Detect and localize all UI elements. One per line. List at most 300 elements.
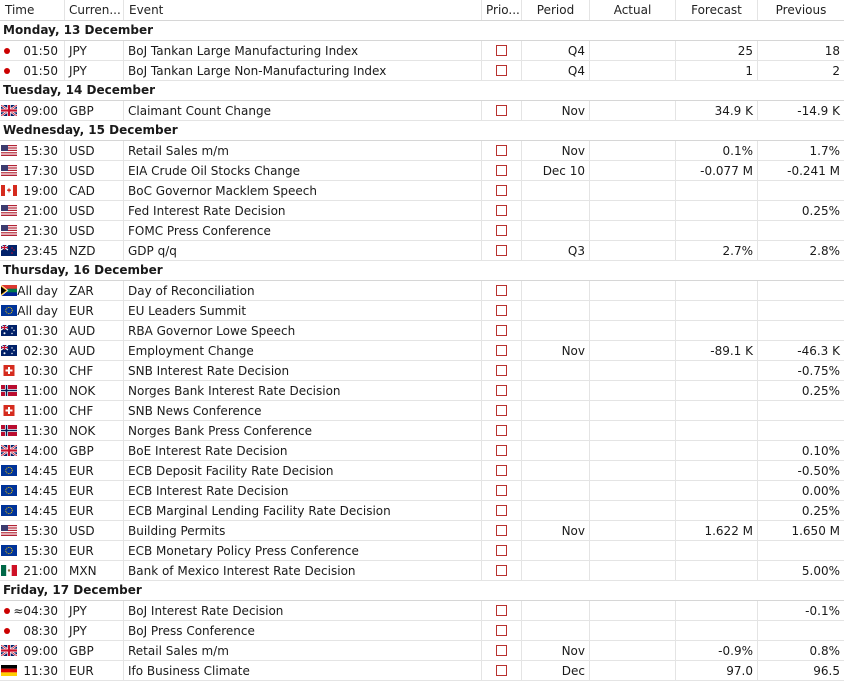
time-cell: [0, 561, 65, 581]
forecast-cell: [676, 221, 758, 241]
event-row[interactable]: [0, 281, 844, 301]
priority-cell: [482, 101, 522, 121]
priority-checkbox[interactable]: [496, 605, 507, 616]
priority-cell: [482, 181, 522, 201]
currency-cell: JPY: [65, 61, 124, 81]
event-time: All day: [17, 284, 58, 298]
actual-cell: [590, 401, 676, 421]
time-cell: [0, 161, 65, 181]
event-row[interactable]: [0, 461, 844, 481]
japan-flag-icon: [4, 608, 10, 614]
event-name: BoJ Tankan Large Non-Manufacturing Index: [124, 61, 482, 81]
currency-cell: NOK: [65, 381, 124, 401]
priority-cell: [482, 461, 522, 481]
previous-cell: -14.9 K: [797, 104, 840, 118]
forecast-cell: [676, 321, 758, 341]
priority-cell: [482, 221, 522, 241]
time-cell: [0, 641, 65, 661]
priority-cell: [482, 201, 522, 221]
actual-cell: [590, 641, 676, 661]
event-name: SNB News Conference: [124, 401, 482, 421]
currency-cell: AUD: [65, 341, 124, 361]
previous-cell: [758, 181, 844, 201]
japan-flag-icon: [4, 68, 10, 74]
period-cell: [522, 621, 590, 641]
currency-cell: JPY: [65, 621, 124, 641]
event-row[interactable]: [0, 181, 844, 201]
priority-checkbox[interactable]: [496, 505, 507, 516]
currency-cell: EUR: [65, 541, 124, 561]
currency-cell: CHF: [65, 361, 124, 381]
actual-cell: [590, 141, 676, 161]
event-name: Day of Reconciliation: [124, 281, 482, 301]
time-cell: [0, 621, 65, 641]
priority-checkbox[interactable]: [496, 385, 507, 396]
event-time: 14:00: [23, 444, 58, 458]
period-cell: [522, 281, 590, 301]
event-time: 09:00: [23, 104, 58, 118]
time-cell: [0, 221, 65, 241]
event-time: 14:45: [23, 484, 58, 498]
event-row[interactable]: [0, 141, 844, 161]
previous-cell: 2: [832, 64, 840, 78]
period-cell: [522, 441, 590, 461]
forecast-cell: 0.1%: [676, 141, 758, 161]
currency-cell: EUR: [65, 301, 124, 321]
day-group-header: [0, 21, 844, 41]
priority-checkbox[interactable]: [496, 165, 507, 176]
period-cell: [522, 361, 590, 381]
actual-cell: [590, 541, 676, 561]
event-row[interactable]: [0, 161, 844, 181]
event-name: BoJ Press Conference: [124, 621, 482, 641]
event-time: 08:30: [23, 624, 58, 638]
forecast-cell: [676, 541, 758, 561]
previous-cell: [758, 221, 844, 241]
event-row[interactable]: [0, 661, 844, 681]
priority-cell: [482, 481, 522, 501]
time-cell: [0, 281, 65, 301]
event-row[interactable]: [0, 361, 844, 381]
event-time: 14:45: [23, 464, 58, 478]
event-name: RBA Governor Lowe Speech: [124, 321, 482, 341]
priority-checkbox[interactable]: [496, 225, 507, 236]
time-cell: [0, 301, 65, 321]
time-cell: [0, 181, 65, 201]
priority-checkbox[interactable]: [496, 485, 507, 496]
column-header-currency[interactable]: Curren...: [65, 0, 124, 20]
japan-flag-icon: [4, 48, 10, 54]
column-header-time[interactable]: Time: [0, 0, 65, 20]
event-time: 11:30: [23, 664, 58, 678]
time-cell: [0, 401, 65, 421]
column-header-forecast[interactable]: Forecast: [676, 0, 758, 20]
forecast-cell: 97.0: [676, 661, 758, 681]
priority-cell: [482, 301, 522, 321]
priority-cell: [482, 441, 522, 461]
actual-cell: [590, 281, 676, 301]
period-cell: Q4: [522, 41, 590, 61]
currency-cell: USD: [65, 201, 124, 221]
event-name: Ifo Business Climate: [124, 661, 482, 681]
currency-cell: JPY: [65, 601, 124, 621]
priority-checkbox[interactable]: [496, 425, 507, 436]
period-cell: Q3: [522, 241, 590, 261]
priority-checkbox[interactable]: [496, 325, 507, 336]
forecast-cell: [676, 601, 758, 621]
actual-cell: [590, 221, 676, 241]
forecast-cell: -89.1 K: [676, 341, 758, 361]
event-name: BoE Interest Rate Decision: [124, 441, 482, 461]
day-group-header: [0, 581, 844, 601]
previous-cell: [758, 301, 844, 321]
forecast-cell: 2.7%: [676, 241, 758, 261]
priority-cell: [482, 41, 522, 61]
priority-checkbox[interactable]: [496, 565, 507, 576]
priority-checkbox[interactable]: [496, 465, 507, 476]
event-time: 23:45: [23, 244, 58, 258]
period-cell: [522, 461, 590, 481]
event-time: 15:30: [23, 544, 58, 558]
actual-cell: [590, 501, 676, 521]
time-cell: [0, 441, 65, 461]
priority-checkbox[interactable]: [496, 105, 507, 116]
currency-cell: EUR: [65, 481, 124, 501]
priority-cell: [482, 521, 522, 541]
forecast-cell: [676, 621, 758, 641]
event-time: 10:30: [23, 364, 58, 378]
day-label: Monday, 13 December: [3, 23, 154, 37]
priority-cell: [482, 501, 522, 521]
time-cell: [0, 421, 65, 441]
period-cell: [522, 221, 590, 241]
day-group-header: [0, 81, 844, 101]
previous-cell: -46.3 K: [797, 344, 840, 358]
period-cell: [522, 301, 590, 321]
period-cell: [522, 421, 590, 441]
event-row[interactable]: [0, 641, 844, 661]
event-name: BoC Governor Macklem Speech: [124, 181, 482, 201]
event-name: Bank of Mexico Interest Rate Decision: [124, 561, 482, 581]
event-time: 01:50: [23, 64, 58, 78]
actual-cell: [590, 161, 676, 181]
period-cell: Nov: [522, 341, 590, 361]
period-cell: Nov: [522, 521, 590, 541]
time-cell: [0, 61, 65, 81]
time-cell: [0, 541, 65, 561]
event-row[interactable]: [0, 521, 844, 541]
event-row[interactable]: [0, 561, 844, 581]
forecast-cell: [676, 301, 758, 321]
event-name: FOMC Press Conference: [124, 221, 482, 241]
event-row[interactable]: [0, 201, 844, 221]
priority-cell: [482, 561, 522, 581]
previous-cell: 0.8%: [809, 644, 840, 658]
actual-cell: [590, 461, 676, 481]
event-time: 17:30: [23, 164, 58, 178]
column-header-event[interactable]: Event: [124, 0, 482, 20]
period-cell: [522, 541, 590, 561]
actual-cell: [590, 661, 676, 681]
actual-cell: [590, 321, 676, 341]
day-label: Thursday, 16 December: [3, 263, 163, 277]
time-cell: [0, 101, 65, 121]
currency-cell: JPY: [65, 41, 124, 61]
actual-cell: [590, 621, 676, 641]
time-cell: [0, 321, 65, 341]
priority-checkbox[interactable]: [496, 365, 507, 376]
forecast-cell: -0.077 M: [676, 161, 758, 181]
period-cell: [522, 481, 590, 501]
priority-checkbox[interactable]: [496, 245, 507, 256]
currency-cell: ZAR: [65, 281, 124, 301]
event-row[interactable]: [0, 341, 844, 361]
event-time: 11:00: [23, 384, 58, 398]
previous-cell: [758, 541, 844, 561]
event-name: Norges Bank Interest Rate Decision: [124, 381, 482, 401]
previous-cell: -0.241 M: [787, 164, 840, 178]
time-cell: [0, 481, 65, 501]
priority-checkbox[interactable]: [496, 285, 507, 296]
event-row[interactable]: [0, 41, 844, 61]
priority-cell: [482, 641, 522, 661]
day-group-header: [0, 261, 844, 281]
previous-cell: [758, 281, 844, 301]
event-time: 21:30: [23, 224, 58, 238]
event-row[interactable]: [0, 241, 844, 261]
day-label: Tuesday, 14 December: [3, 83, 156, 97]
forecast-cell: 1.622 M: [676, 521, 758, 541]
period-cell: [522, 181, 590, 201]
priority-checkbox[interactable]: [496, 545, 507, 556]
currency-cell: USD: [65, 521, 124, 541]
priority-cell: [482, 541, 522, 561]
actual-cell: [590, 61, 676, 81]
event-time: 11:30: [23, 424, 58, 438]
day-label: Wednesday, 15 December: [3, 123, 178, 137]
priority-checkbox[interactable]: [496, 445, 507, 456]
time-cell: [0, 341, 65, 361]
priority-cell: [482, 421, 522, 441]
currency-cell: USD: [65, 161, 124, 181]
currency-cell: EUR: [65, 461, 124, 481]
priority-cell: [482, 341, 522, 361]
period-cell: [522, 381, 590, 401]
currency-cell: MXN: [65, 561, 124, 581]
priority-checkbox[interactable]: [496, 345, 507, 356]
priority-cell: [482, 161, 522, 181]
priority-checkbox[interactable]: [496, 205, 507, 216]
previous-cell: 96.5: [813, 664, 840, 678]
previous-cell: 0.25%: [801, 384, 840, 398]
priority-checkbox[interactable]: [496, 305, 507, 316]
priority-cell: [482, 281, 522, 301]
event-row[interactable]: [0, 441, 844, 461]
previous-cell: 18: [824, 44, 840, 58]
forecast-cell: [676, 401, 758, 421]
event-row[interactable]: [0, 221, 844, 241]
event-name: ECB Deposit Facility Rate Decision: [124, 461, 482, 481]
previous-cell: 0.25%: [801, 504, 840, 518]
event-name: BoJ Tankan Large Manufacturing Index: [124, 41, 482, 61]
forecast-cell: [676, 201, 758, 221]
time-cell: [0, 41, 65, 61]
priority-checkbox[interactable]: [496, 525, 507, 536]
event-time: 01:30: [23, 324, 58, 338]
column-header-priority[interactable]: Prio...: [482, 0, 522, 20]
event-name: Building Permits: [124, 521, 482, 541]
priority-checkbox[interactable]: [496, 185, 507, 196]
priority-cell: [482, 141, 522, 161]
event-row[interactable]: [0, 541, 844, 561]
priority-checkbox[interactable]: [496, 45, 507, 56]
actual-cell: [590, 341, 676, 361]
event-row[interactable]: [0, 61, 844, 81]
period-cell: Nov: [522, 641, 590, 661]
event-name: Employment Change: [124, 341, 482, 361]
previous-cell: [758, 621, 844, 641]
event-time: 11:00: [23, 404, 58, 418]
period-cell: Q4: [522, 61, 590, 81]
actual-cell: [590, 521, 676, 541]
time-cell: [0, 661, 65, 681]
event-time: 21:00: [23, 204, 58, 218]
time-cell: [0, 381, 65, 401]
actual-cell: [590, 361, 676, 381]
period-cell: [522, 601, 590, 621]
currency-cell: AUD: [65, 321, 124, 341]
event-name: BoJ Interest Rate Decision: [124, 601, 482, 621]
priority-cell: [482, 381, 522, 401]
period-cell: Nov: [522, 141, 590, 161]
event-name: ECB Monetary Policy Press Conference: [124, 541, 482, 561]
column-header-actual[interactable]: Actual: [590, 0, 676, 20]
priority-cell: [482, 621, 522, 641]
period-cell: Nov: [522, 101, 590, 121]
time-cell: [0, 521, 65, 541]
event-name: Norges Bank Press Conference: [124, 421, 482, 441]
currency-cell: CHF: [65, 401, 124, 421]
event-row[interactable]: [0, 301, 844, 321]
actual-cell: [590, 561, 676, 581]
forecast-cell: 25: [676, 41, 758, 61]
priority-cell: [482, 601, 522, 621]
previous-cell: 0.10%: [801, 444, 840, 458]
event-row[interactable]: [0, 621, 844, 641]
period-cell: [522, 561, 590, 581]
previous-cell: 1.7%: [809, 144, 840, 158]
actual-cell: [590, 41, 676, 61]
actual-cell: [590, 381, 676, 401]
currency-cell: USD: [65, 141, 124, 161]
previous-cell: 1.650 M: [791, 524, 840, 538]
time-cell: [0, 361, 65, 381]
event-name: EU Leaders Summit: [124, 301, 482, 321]
priority-cell: [482, 361, 522, 381]
previous-cell: -0.75%: [797, 364, 840, 378]
column-header-period[interactable]: Period: [522, 0, 590, 20]
event-row[interactable]: [0, 481, 844, 501]
priority-cell: [482, 661, 522, 681]
actual-cell: [590, 601, 676, 621]
event-row[interactable]: [0, 321, 844, 341]
time-cell: [0, 201, 65, 221]
priority-checkbox[interactable]: [496, 65, 507, 76]
previous-cell: 0.25%: [801, 204, 840, 218]
event-row[interactable]: [0, 381, 844, 401]
priority-checkbox[interactable]: [496, 405, 507, 416]
previous-cell: [758, 421, 844, 441]
event-row[interactable]: [0, 501, 844, 521]
forecast-cell: [676, 381, 758, 401]
previous-cell: 5.00%: [801, 564, 840, 578]
day-group-header: [0, 121, 844, 141]
period-cell: [522, 201, 590, 221]
event-row[interactable]: [0, 401, 844, 421]
event-time: 21:00: [23, 564, 58, 578]
previous-cell: [758, 321, 844, 341]
actual-cell: [590, 101, 676, 121]
time-cell: [0, 601, 65, 621]
forecast-cell: [676, 421, 758, 441]
currency-cell: EUR: [65, 501, 124, 521]
event-time: 01:50: [23, 44, 58, 58]
previous-cell: [758, 401, 844, 421]
period-cell: Dec: [522, 661, 590, 681]
priority-checkbox[interactable]: [496, 145, 507, 156]
priority-checkbox[interactable]: [496, 625, 507, 636]
period-cell: Dec 10: [522, 161, 590, 181]
forecast-cell: [676, 281, 758, 301]
event-row[interactable]: [0, 421, 844, 441]
event-time: 14:45: [23, 504, 58, 518]
currency-cell: CAD: [65, 181, 124, 201]
forecast-cell: [676, 481, 758, 501]
priority-checkbox[interactable]: [496, 645, 507, 656]
currency-cell: GBP: [65, 641, 124, 661]
column-header-previous[interactable]: Previous: [775, 3, 827, 17]
event-name: Fed Interest Rate Decision: [124, 201, 482, 221]
time-cell: [0, 141, 65, 161]
currency-cell: GBP: [65, 441, 124, 461]
event-row[interactable]: [0, 601, 844, 621]
forecast-cell: [676, 361, 758, 381]
priority-cell: [482, 61, 522, 81]
forecast-cell: [676, 181, 758, 201]
time-cell: [0, 241, 65, 261]
event-name: Claimant Count Change: [124, 101, 482, 121]
event-name: SNB Interest Rate Decision: [124, 361, 482, 381]
event-name: GDP q/q: [124, 241, 482, 261]
actual-cell: [590, 301, 676, 321]
event-time: ≈04:30: [13, 604, 58, 618]
priority-checkbox[interactable]: [496, 665, 507, 676]
event-name: EIA Crude Oil Stocks Change: [124, 161, 482, 181]
currency-cell: GBP: [65, 101, 124, 121]
priority-cell: [482, 321, 522, 341]
event-time: 09:00: [23, 644, 58, 658]
forecast-cell: [676, 461, 758, 481]
event-row[interactable]: [0, 101, 844, 121]
event-time: 15:30: [23, 524, 58, 538]
period-cell: [522, 401, 590, 421]
time-cell: [0, 461, 65, 481]
actual-cell: [590, 201, 676, 221]
previous-cell: -0.50%: [797, 464, 840, 478]
forecast-cell: 34.9 K: [676, 101, 758, 121]
forecast-cell: [676, 561, 758, 581]
actual-cell: [590, 181, 676, 201]
